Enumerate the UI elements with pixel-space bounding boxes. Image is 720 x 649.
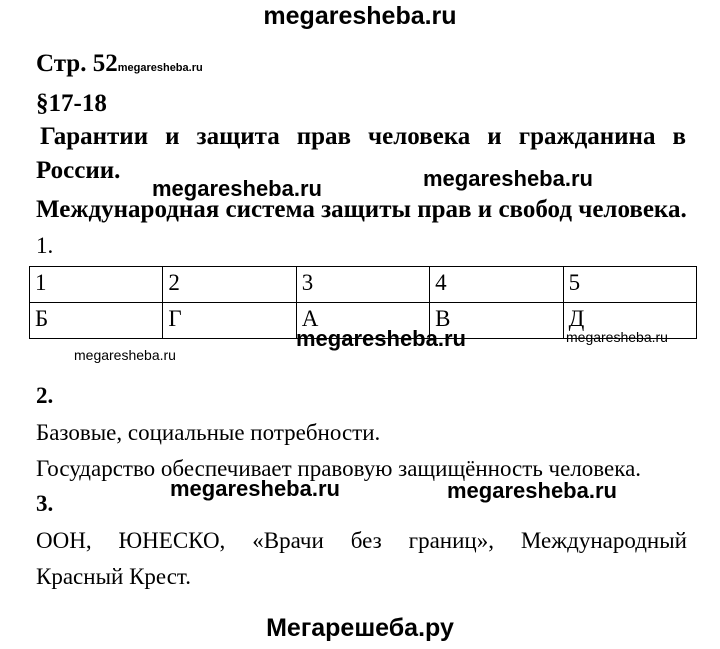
table-cell: Д xyxy=(563,303,696,339)
question-1-number: 1. xyxy=(36,233,54,258)
table-cell: Б xyxy=(30,303,163,339)
question-2-number: 2. xyxy=(36,383,54,408)
table-cell: А xyxy=(296,303,429,339)
table-row-header xyxy=(30,267,697,303)
watermark-below-table: megaresheba.ru xyxy=(74,347,176,363)
title-line-1: Гарантии и защита прав человека и гражданина в xyxy=(40,123,686,150)
table-cell: 1 xyxy=(30,267,163,303)
table-cell: Г xyxy=(163,303,296,339)
table-cell: 4 xyxy=(430,267,563,303)
question-3-answer-line-2: Красный Крест. xyxy=(36,564,191,589)
site-header-watermark: megaresheba.ru xyxy=(263,2,457,30)
question-3-number: 3. xyxy=(36,491,54,516)
watermark-table-right: megaresheba.ru xyxy=(566,329,668,345)
question-2-answer-line-1: Базовые, социальные потребности. xyxy=(36,420,381,445)
watermark-table-center: megaresheba.ru xyxy=(296,326,466,351)
page-reference xyxy=(36,50,203,78)
watermark-mid-right: megaresheba.ru xyxy=(423,166,593,191)
site-footer-watermark: Мегарешеба.ру xyxy=(266,614,454,642)
watermark-lower-left: megaresheba.ru xyxy=(170,476,340,501)
title-line-3: Международная система защиты прав и свобод человека. xyxy=(36,196,687,223)
watermark-mid-left: megaresheba.ru xyxy=(152,176,322,201)
table-cell: 5 xyxy=(563,267,696,303)
question-3-answer-line-1: ООН, ЮНЕСКО, «Врачи без границ», Международный xyxy=(36,528,687,553)
table-cell: 3 xyxy=(296,267,429,303)
question-2-answer-line-2: Государство обеспечивает правовую защищённость человека. xyxy=(36,456,642,481)
page-number-label: Стр. 52 xyxy=(36,50,118,77)
title-line-2: России. xyxy=(36,157,121,184)
section-number: §17-18 xyxy=(36,90,107,117)
table-cell: 2 xyxy=(163,267,296,303)
table-cell: В xyxy=(430,303,563,339)
watermark-lower-right: megaresheba.ru xyxy=(447,478,617,503)
page-ref-watermark: megaresheba.ru xyxy=(117,62,203,74)
